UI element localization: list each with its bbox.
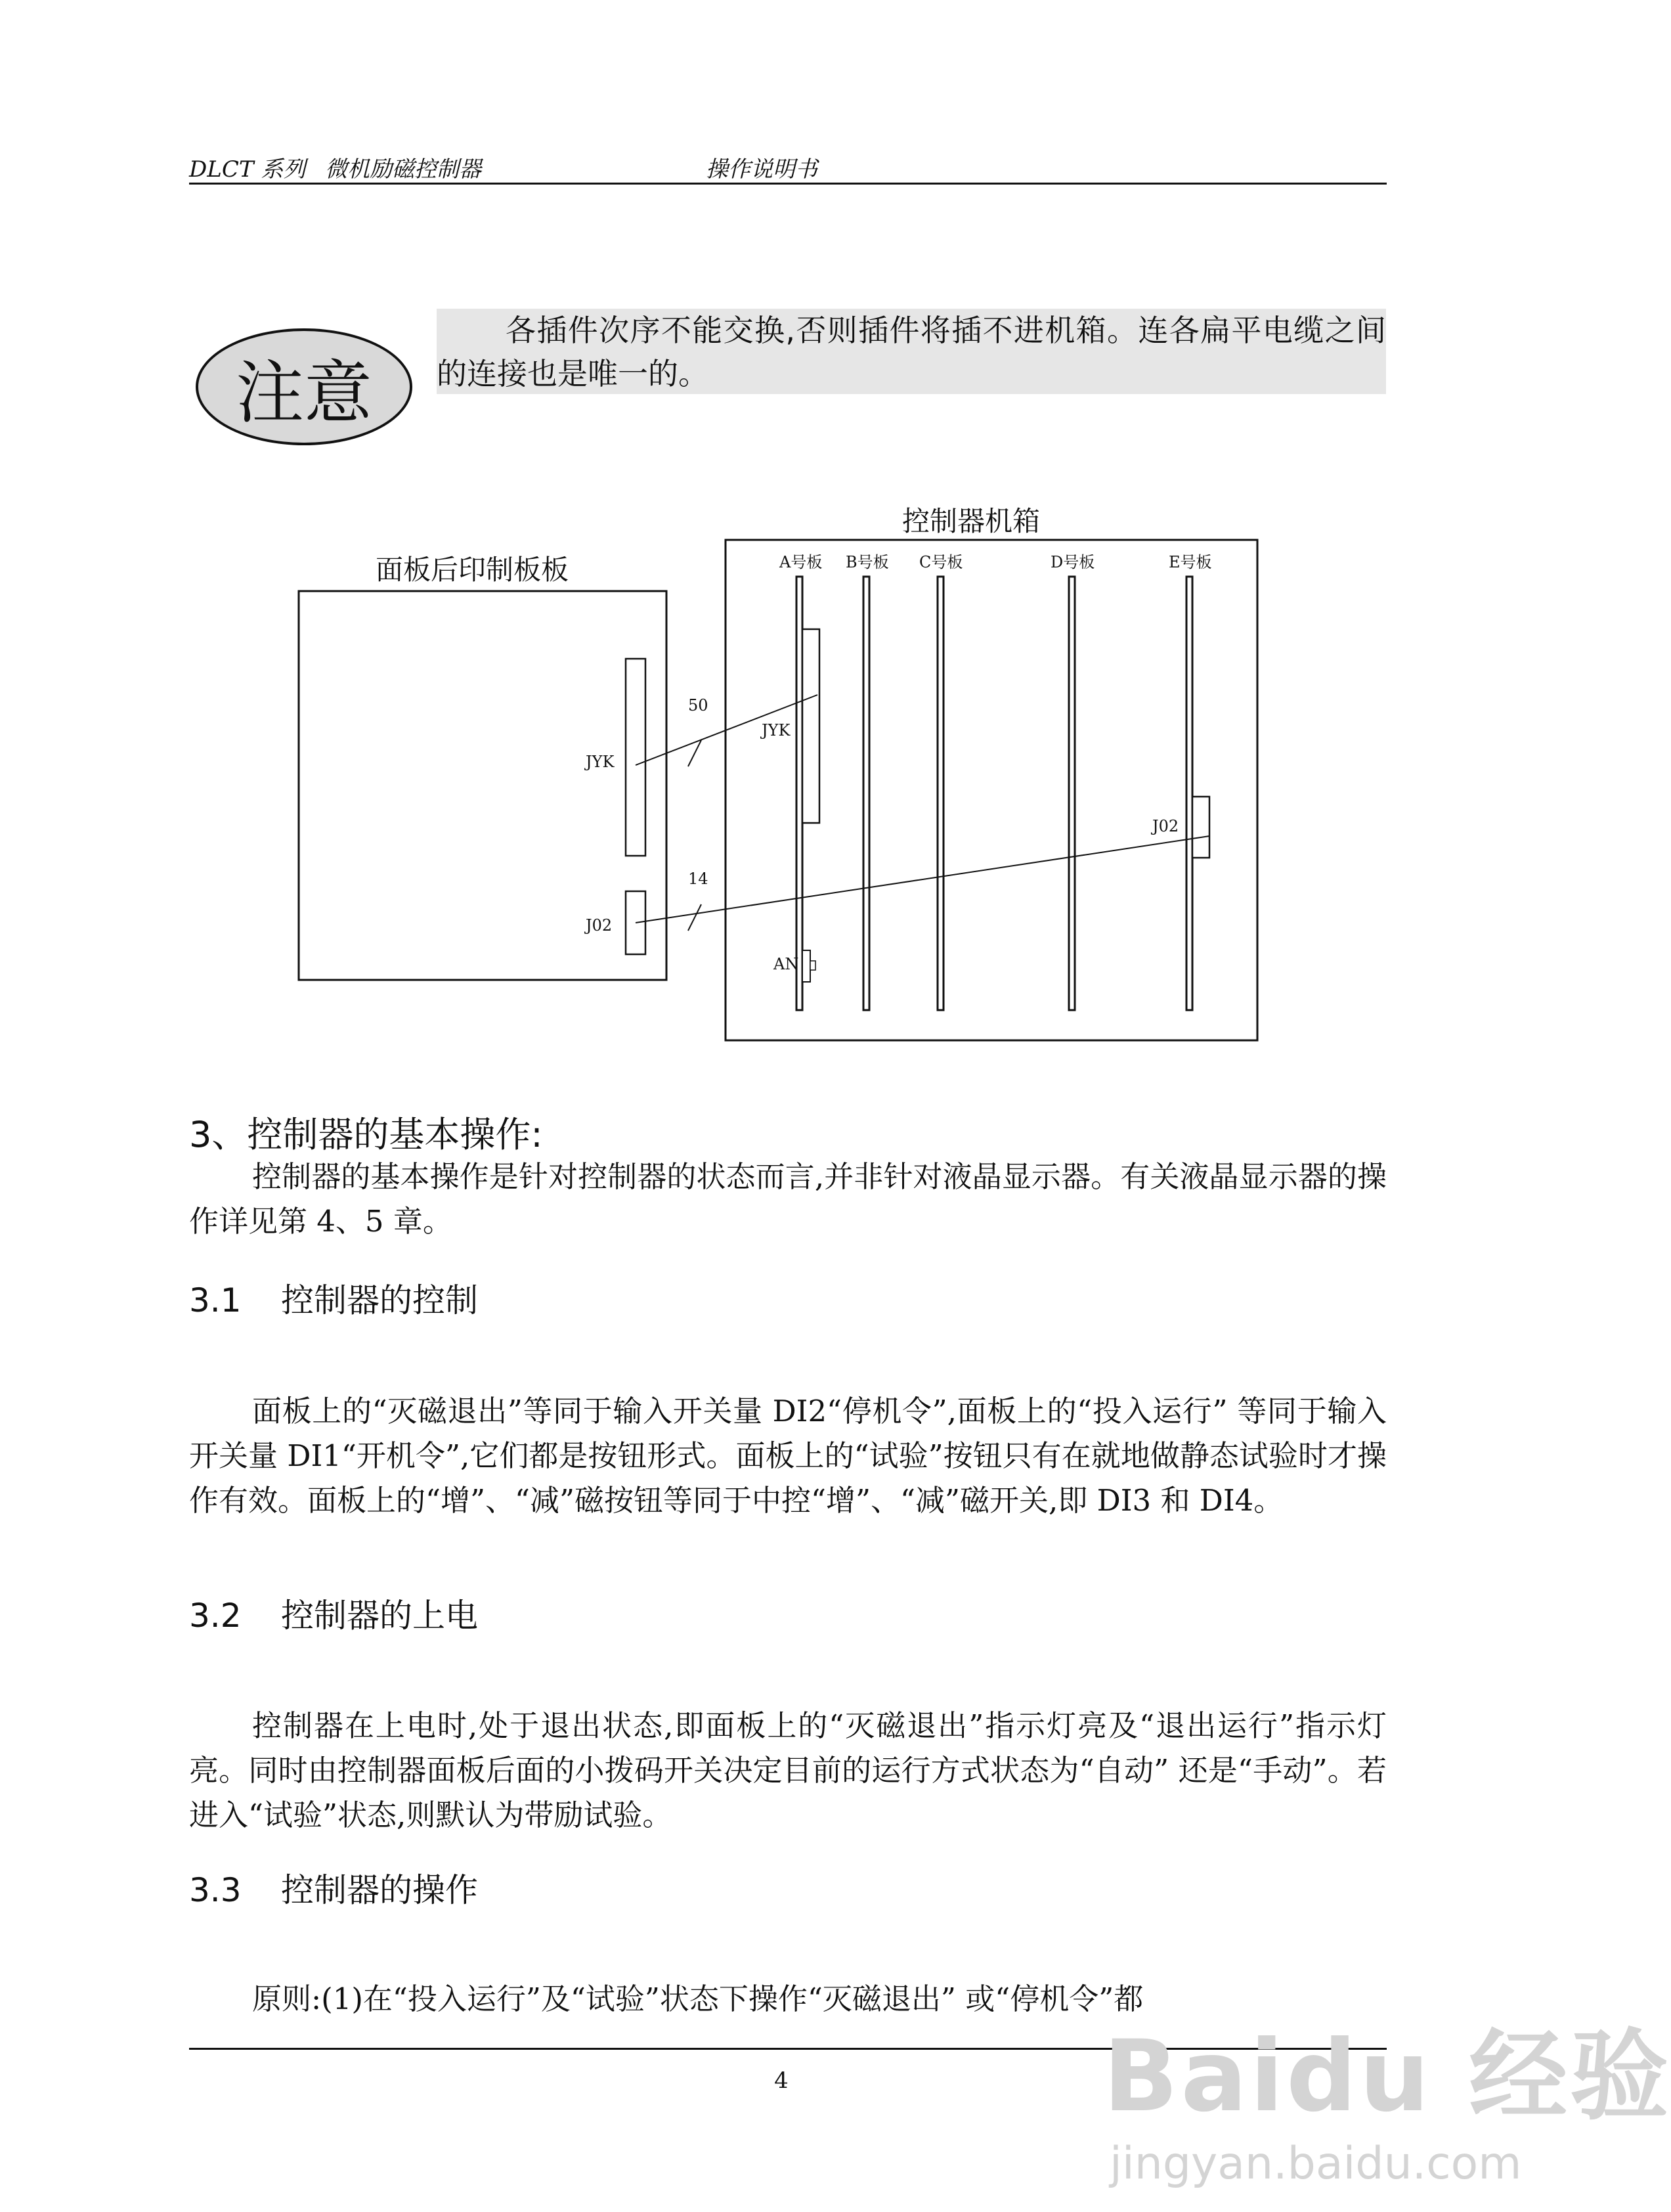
section-3-intro: 控制器的基本操作是针对控制器的状态而言,并非针对液晶显示器。有关液晶显示器的操作详见第 4、5 章。 (189, 1159, 1387, 1239)
baidu-watermark (1103, 1997, 1671, 2190)
watermark-main: Baidu 经验 (1103, 2020, 1671, 2134)
section-3-1-title: 控制器的控制 (281, 1281, 478, 1319)
board-label-c: C号板 (919, 553, 963, 571)
board-label-b: B号板 (846, 553, 889, 571)
section-3-3-body: 原则:(1)在“投入运行”及“试验”状态下操作“灭磁退出” 或“停机令”都 (252, 1981, 1144, 2016)
label-jyk-left: JYK (586, 753, 615, 771)
page-number: 4 (774, 2068, 789, 2094)
board-slots (796, 577, 1192, 1010)
section-3-1-heading (189, 1274, 478, 1321)
slot-b (863, 577, 869, 1010)
section-3-2-body: 控制器在上电时,处于退出状态,即面板上的“灭磁退出”指示灯亮及“退出运行”指示灯亮。同时由控制器面板后面的小拨码开关决定目前的运行方式状态为“自动” 还是“手动”。若进入“试验”状态,则默认为带励试验。 (189, 1708, 1387, 1832)
label-j02-left: J02 (586, 916, 613, 935)
section-3-3-title: 控制器的操作 (281, 1871, 478, 1909)
an-connector-tab (810, 961, 815, 970)
label-14: 14 (688, 870, 708, 888)
jyk-connector-left (626, 659, 645, 856)
section-3-2-number: 3.2 (189, 1597, 242, 1635)
slot-a (796, 577, 802, 1010)
label-jyk-right: JYK (762, 721, 791, 740)
an-connector (802, 950, 810, 982)
section-3-1-number: 3.1 (189, 1281, 242, 1319)
section-3-2-title: 控制器的上电 (281, 1597, 478, 1635)
wiring-diagram (289, 506, 1274, 1057)
section-3-1-body: 面板上的“灭磁退出”等同于输入开关量 DI2“停机令”,面板上的“投入运行” 等同于输入开关量 DI1“开机令”,它们都是按钮形式。面板上的“试验”按钮只有在就地做静态试验时才操作有效。面板上的“增”、“减”磁按钮等同于中控“增”、“减”磁开关,即 DI3 和 DI4。 (189, 1394, 1387, 1518)
board-label-e: E号板 (1169, 553, 1212, 571)
slot-d (1069, 577, 1075, 1010)
notice-badge: 注意 (196, 328, 412, 445)
notice-text: 各插件次序不能交换,否则插件将插不进机箱。连各扁平电缆之间的连接也是唯一的。 (437, 313, 1386, 391)
board-label-a: A号板 (779, 553, 823, 571)
label-an: AN (773, 955, 799, 973)
slot-e (1186, 577, 1192, 1010)
header-product: 微机励磁控制器 (325, 156, 481, 183)
cable-14-tick (688, 904, 701, 931)
header-series: DLCT 系列 (189, 156, 306, 183)
section-3-heading: 3、控制器的基本操作: (189, 1114, 543, 1155)
j02-connector-e (1192, 797, 1209, 858)
jyk-connector-a (802, 629, 819, 823)
chassis-title: 控制器机箱 (902, 505, 1041, 537)
section-3-3-number: 3.3 (189, 1871, 242, 1909)
section-3-3-heading (189, 1864, 478, 1911)
section-3-2-heading (189, 1589, 478, 1637)
header-rule (189, 183, 1387, 185)
slot-c (938, 577, 944, 1010)
header-doc-type: 操作说明书 (706, 156, 817, 183)
left-board-title: 面板后印制板板 (376, 554, 569, 586)
label-j02-right: J02 (1152, 817, 1179, 835)
board-label-d: D号板 (1051, 553, 1095, 571)
label-50: 50 (688, 696, 708, 715)
watermark-sub: jingyan.baidu.com (1110, 2138, 1522, 2190)
cable-14 (636, 836, 1209, 923)
